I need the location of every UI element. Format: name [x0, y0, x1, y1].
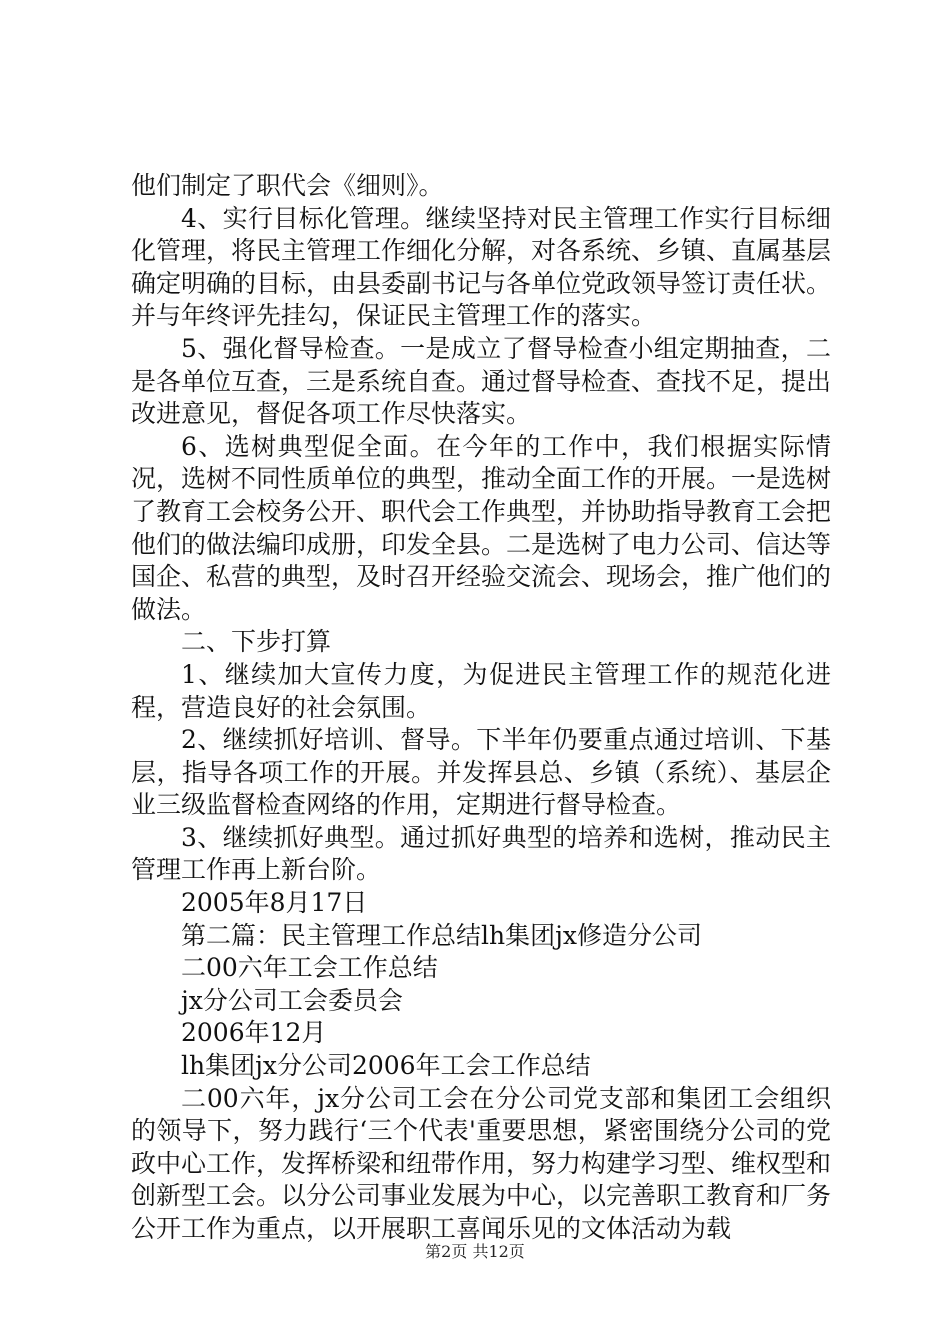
report-subtitle: lh集团jx分公司2006年工会工作总结 [181, 1051, 591, 1081]
paragraph-1: 他们制定了职代会《细则》。 [131, 171, 444, 200]
section-heading-next-plan: 二、下步打算 [181, 627, 332, 657]
report-title: 二00六年工会工作总结 [181, 953, 438, 983]
report-date: 2006年12月 [181, 1018, 327, 1048]
paragraph-2: 4、实行目标化管理。继续坚持对民主管理工作实行目标细化管理，将民主管理工作细化分解，对各系统、乡镇、直属基层确定明确的目标，由县委副书记与各单位党政领导签订责任状。并与年终评先挂勾，保证民主管理工作的落实。 [131, 203, 832, 331]
second-article-title: 第二篇：民主管理工作总结lh集团jx修造分公司 [181, 920, 702, 950]
page-number-footer: 第2页 共12页 [425, 1242, 525, 1261]
paragraph-7: 2、继续抓好培训、督导。下半年仍要重点通过培训、下基层，指导各项工作的开展。并发挥县总、乡镇（系统）、基层企业三级监督检查网络的作用，定期进行督导检查。 [131, 725, 831, 820]
document-body [131, 170, 831, 1246]
paragraph-3: 5、强化督导检查。一是成立了督导检查小组定期抽查，二是各单位互查，三是系统自查。通过督导检查、查找不足，提出改进意见，督促各项工作尽快落实。 [131, 333, 832, 429]
paragraph-6: 1、继续加大宣传力度，为促进民主管理工作的规范化进程，营造良好的社会氛围。 [131, 659, 831, 722]
author-line: jx分公司工会委员会 [181, 985, 403, 1015]
paragraph-8: 3、继续抓好典型。通过抓好典型的培养和选树，推动民主管理工作再上新台阶。 [131, 822, 831, 885]
date-line: 2005年8月17日 [181, 888, 368, 918]
paragraph-15: 二00六年，jx分公司工会在分公司党支部和集团工会组织的领导下，努力践行‘三个代表'重要思想，紧密围绕分公司的党政中心工作，发挥桥梁和纽带作用，努力构建学习型、维权型和创新型工会。以分公司事业发展为中心，以完善职工教育和厂务公开工作为重点，以开展职工喜闻乐见的文体活动为载 [131, 1083, 832, 1243]
paragraph-4: 6、选树典型促全面。在今年的工作中，我们根据实际情况，选树不同性质单位的典型，推动全面工作的开展。一是选树了教育工会校务公开、职代会工作典型，并协助指导教育工会把他们的做法编印成册，印发全县。二是选树了电力公司、信达等国企、私营的典型，及时召开经验交流会、现场会，推广他们的做法。 [131, 431, 832, 624]
